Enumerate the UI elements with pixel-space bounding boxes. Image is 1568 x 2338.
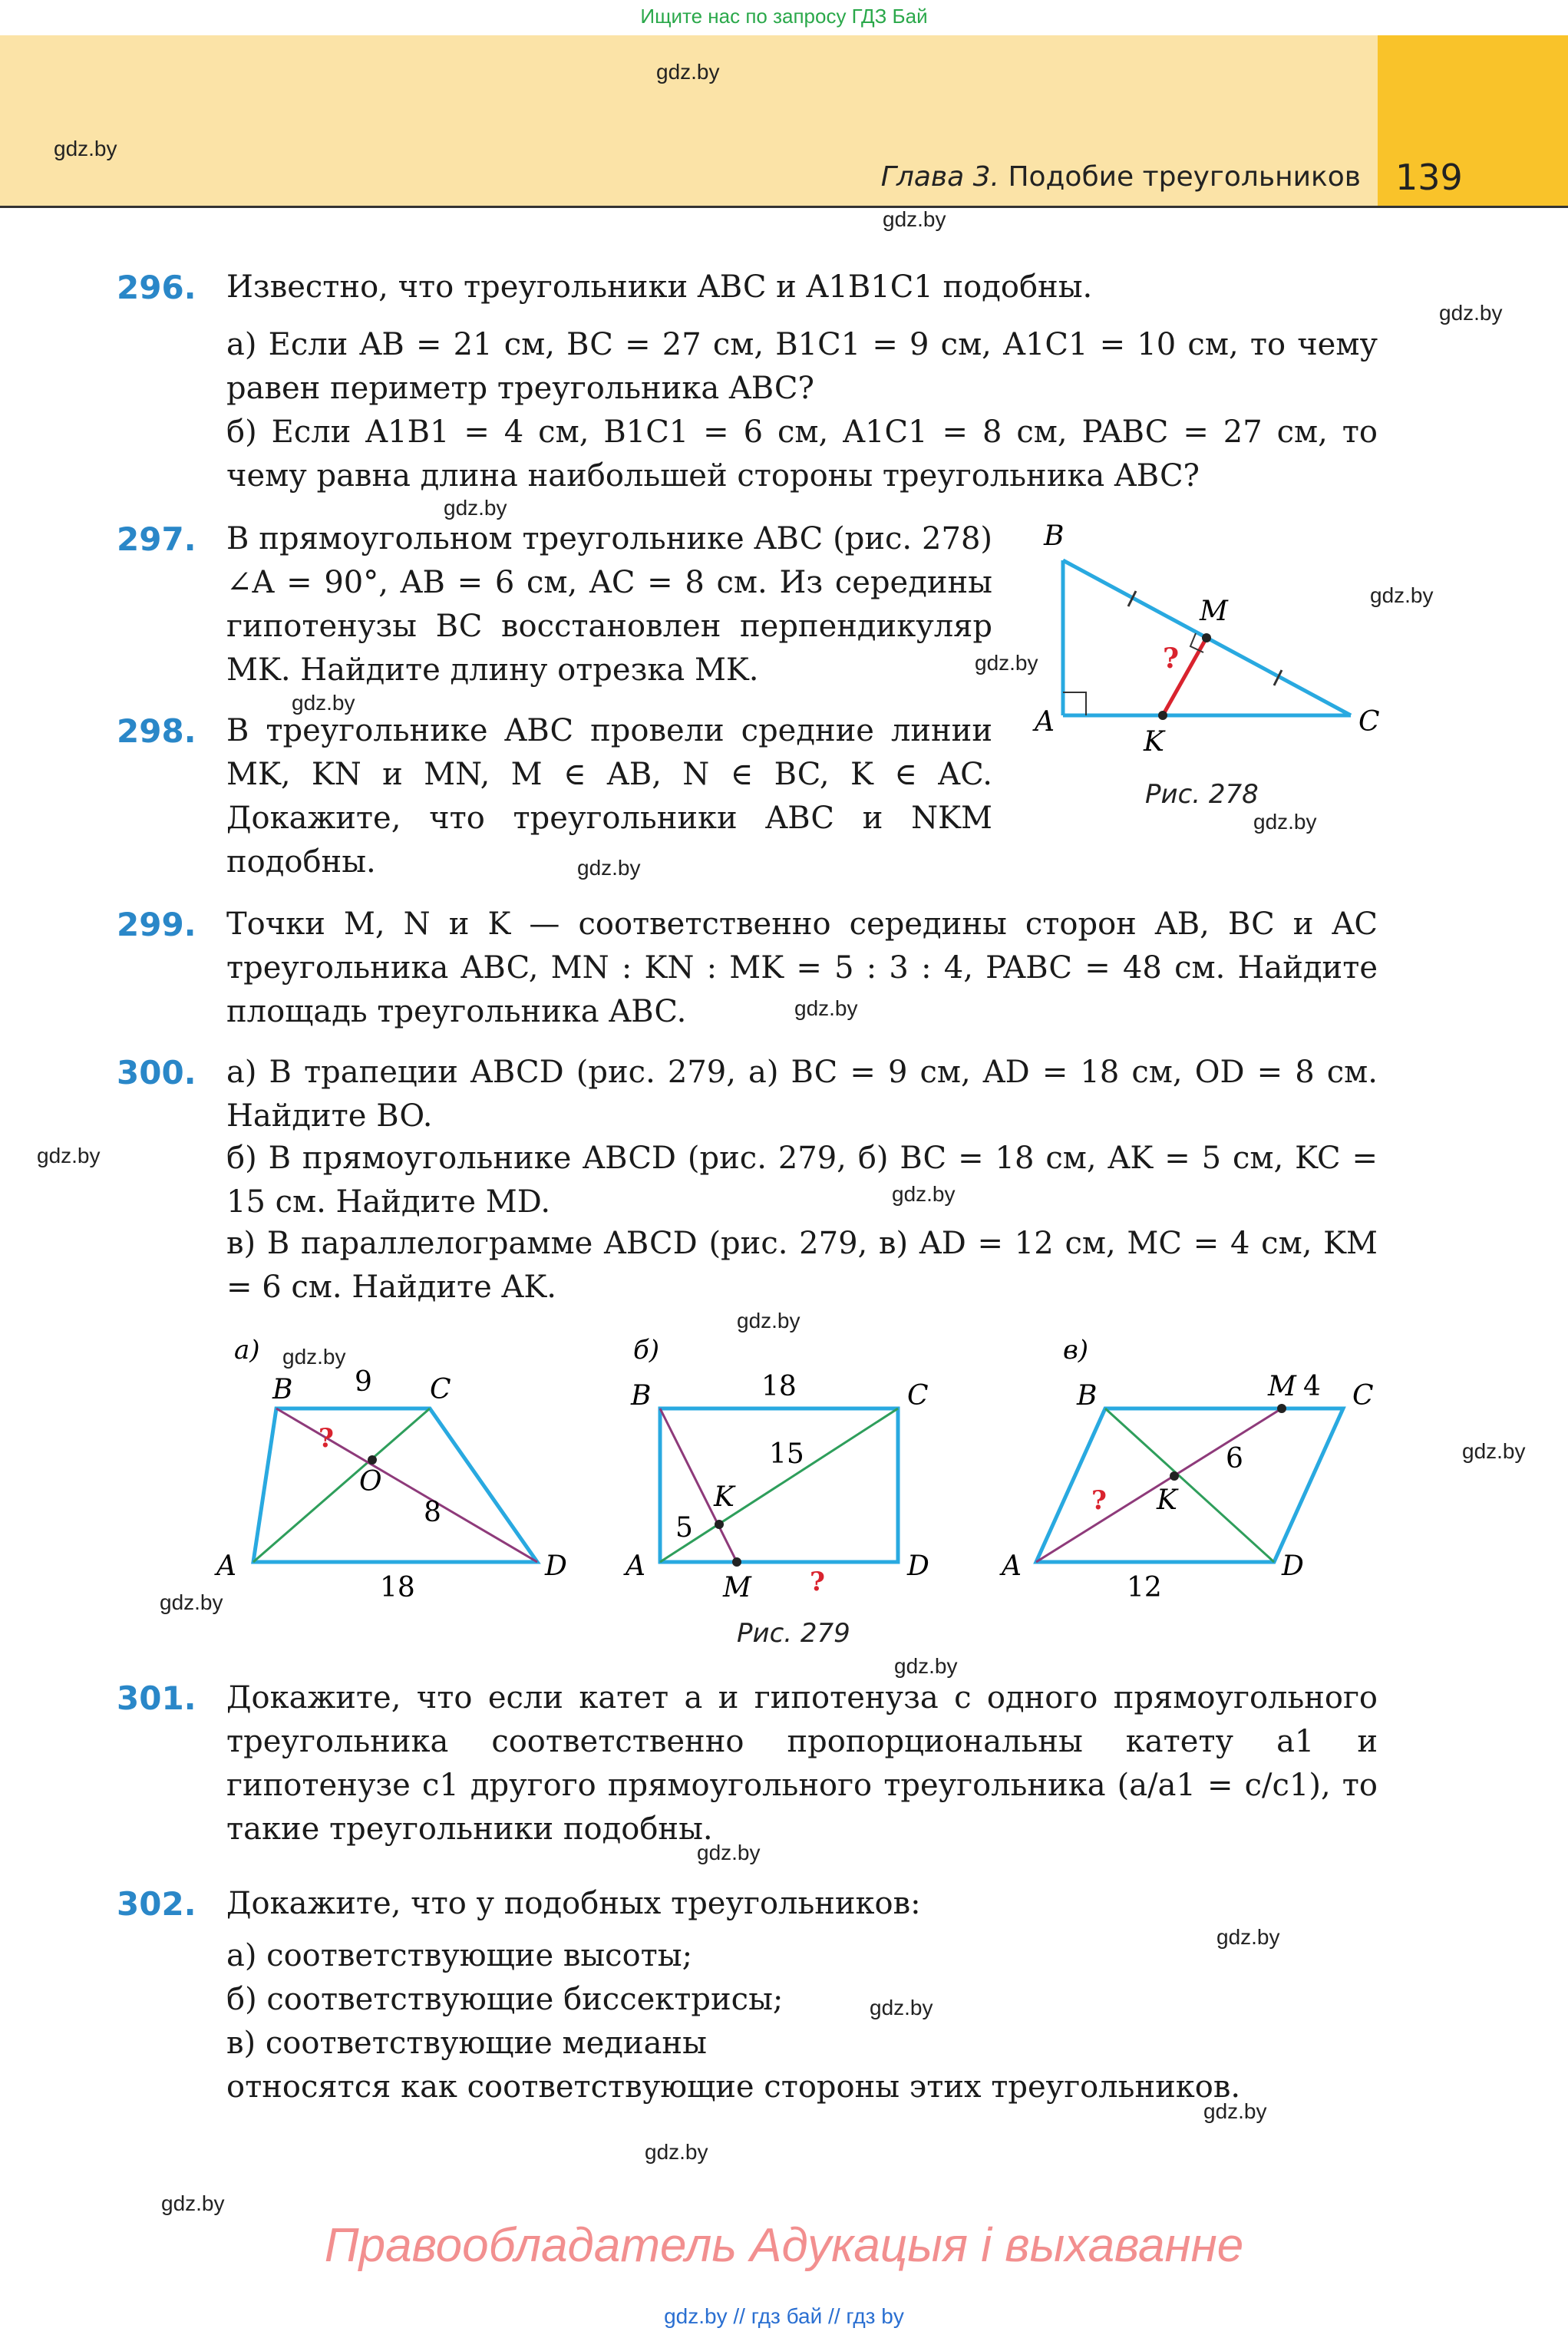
point-m: [1277, 1404, 1286, 1413]
watermark: gdz.by: [737, 1309, 801, 1332]
rights-holder: Правообладатель Адукацыя і выхаванне: [324, 2219, 1244, 2272]
footer-separator: //: [828, 2304, 840, 2328]
problem-number: 298.: [117, 712, 196, 750]
length-ak: 5: [675, 1512, 693, 1544]
figure-278-caption: Рис. 278: [1145, 779, 1259, 810]
length-ad: 12: [1127, 1572, 1162, 1603]
problem-296-intro: Известно, что треугольники ABC и A1B1C1 подобны.: [226, 269, 1093, 305]
watermark: gdz.by: [282, 1345, 346, 1369]
point-k: [1158, 711, 1167, 720]
figure-279: [184, 1328, 1428, 1627]
problem-number: 302.: [117, 1885, 196, 1923]
label-k: K: [714, 1481, 734, 1513]
problem-number: 299.: [117, 906, 196, 943]
label-m: M: [1268, 1371, 1296, 1402]
diagonal-ac: [660, 1408, 898, 1562]
figure-278: [1021, 514, 1405, 775]
tag-b: б): [633, 1335, 660, 1365]
problem-297-text: В прямоугольном треугольнике ABC (рис. 278) ∠A = 90°, AB = 6 см, AC = 8 см. Из середины гипотенузы BC восстановлен перпендикуляр MK. Найдите длину отрезка MK.: [226, 521, 992, 688]
right-angle-mark: [1063, 692, 1086, 715]
watermark: gdz.by: [292, 691, 355, 715]
watermark: gdz.by: [1203, 2099, 1267, 2123]
label-c: C: [907, 1380, 929, 1412]
page-number: 139: [1395, 157, 1463, 198]
diagonal-bd: [276, 1408, 537, 1562]
chapter-title: [881, 161, 1361, 193]
unknown-mark: ?: [1163, 642, 1180, 675]
point-m: [732, 1557, 741, 1567]
label-a: A: [1002, 1550, 1022, 1582]
label-d: D: [545, 1550, 567, 1582]
watermark: gdz.by: [54, 137, 117, 160]
watermark: gdz.by: [161, 2191, 225, 2215]
length-bc: 9: [355, 1366, 372, 1398]
problem-300-c: в) В параллелограмме ABCD (рис. 279, в) AD = 12 см, MC = 4 см, KM = 6 см. Найдите AK.: [226, 1226, 1378, 1305]
trapezoid: [253, 1408, 537, 1562]
watermark: gdz.by: [1462, 1439, 1526, 1463]
problem-number: 300.: [117, 1054, 196, 1091]
problem-296-a: а) Если AB = 21 см, BC = 27 см, B1C1 = 9 см, A1C1 = 10 см, то чему равен периметр треугольника ABC?: [226, 327, 1378, 406]
footer-links: [0, 2304, 1568, 2329]
chapter-number: Глава 3.: [880, 161, 999, 193]
figure-279-c: [999, 1335, 1374, 1603]
diagonal-ac: [253, 1408, 430, 1562]
problem-300-b: б) В прямоугольнике ABCD (рис. 279, б) BC = 18 см, AK = 5 см, KC = 15 см. Найдите MD.: [226, 1141, 1378, 1220]
point-k: [1170, 1471, 1179, 1481]
header-rule: [0, 206, 1568, 208]
label-m: M: [1200, 596, 1228, 627]
label-a: A: [216, 1550, 236, 1582]
watermark: gdz.by: [975, 651, 1038, 675]
point-o: [368, 1455, 377, 1465]
label-o: O: [359, 1466, 382, 1498]
label-c: C: [1358, 706, 1380, 738]
watermark: gdz.by: [892, 1182, 956, 1206]
label-b: B: [1044, 520, 1065, 552]
problem-302-a: а) соответствующие высоты;: [226, 1938, 693, 1973]
watermark: gdz.by: [444, 496, 507, 520]
footer-link[interactable]: gdz.by: [664, 2304, 728, 2328]
problem-301-text: Докажите, что если катет a и гипотенуза c одного прямоугольного треугольника соответственно пропорциональны катету a1 и гипотенузе c1 другого прямоугольного треугольника (a/a1 = c/c1), то такие треугольники подобны.: [226, 1680, 1378, 1847]
length-bc: 18: [761, 1371, 797, 1402]
length-kc: 15: [769, 1438, 804, 1470]
diagonal-bd: [1105, 1408, 1274, 1562]
watermark: gdz.by: [37, 1144, 101, 1167]
footer-separator: //: [733, 2304, 745, 2328]
point-m: [1202, 633, 1211, 642]
problem-number: 297.: [117, 520, 196, 558]
watermark: gdz.by: [1439, 301, 1503, 325]
watermark: gdz.by: [794, 996, 858, 1020]
figure-279-caption: Рис. 279: [737, 1618, 850, 1649]
tag-a: а): [234, 1335, 260, 1365]
length-ad: 18: [380, 1572, 415, 1603]
unknown-mark: ?: [1091, 1485, 1107, 1516]
length-mc: 4: [1303, 1371, 1321, 1402]
watermark: gdz.by: [697, 1841, 761, 1864]
label-d: D: [1282, 1550, 1304, 1582]
label-a: A: [626, 1550, 645, 1582]
watermark: gdz.by: [577, 856, 641, 880]
problem-299-text: Точки M, N и K — соответственно середины сторон AB, BC и AC треугольника ABC, MN : KN : MK = 5 : 3 : 4, PABC = 48 см. Найдите площадь треугольника ABC.: [226, 906, 1378, 1029]
problem-302-c: в) соответствующие медианы: [226, 2026, 707, 2061]
label-b: B: [272, 1374, 293, 1405]
watermark: gdz.by: [1370, 583, 1434, 607]
problem-302-intro: Докажите, что у подобных треугольников:: [226, 1886, 921, 1921]
problem-number: 301.: [117, 1679, 196, 1717]
problem-298-text: В треугольнике ABC провели средние линии MK, KN и MN, M ∈ AB, N ∈ BC, K ∈ AC. Докажите, что треугольники ABC и NKM подобны.: [226, 713, 992, 880]
unknown-mark: ?: [810, 1567, 825, 1597]
footer-link[interactable]: гдз by: [846, 2304, 904, 2328]
label-m: M: [723, 1572, 751, 1603]
figure-279-b: [623, 1335, 929, 1603]
label-c: C: [1352, 1380, 1374, 1412]
unknown-mark: ?: [319, 1423, 334, 1454]
footer-link[interactable]: гдз бай: [751, 2304, 823, 2328]
problem-number: 296.: [117, 269, 196, 306]
problem-302-b: б) соответствующие биссектрисы;: [226, 1982, 784, 2017]
problem-300-a: а) В трапеции ABCD (рис. 279, а) BC = 9 см, AD = 18 см, OD = 8 см. Найдите BO.: [226, 1055, 1378, 1134]
length-od: 8: [424, 1497, 441, 1528]
watermark: gdz.by: [1216, 1925, 1280, 1949]
label-a: A: [1035, 706, 1055, 738]
label-b: B: [631, 1380, 652, 1412]
problem-296-b: б) Если A1B1 = 4 см, B1C1 = 6 см, A1C1 = 8 см, PABC = 27 см, то чему равна длина наибольшей стороны треугольника ABC?: [226, 414, 1378, 494]
figure-279-a: [214, 1335, 567, 1603]
tag-c: в): [1063, 1335, 1089, 1365]
watermark: gdz.by: [894, 1654, 958, 1678]
watermark: gdz.by: [160, 1590, 223, 1614]
top-banner: Ищите нас по запросу ГДЗ Бай: [640, 5, 928, 28]
label-c: C: [430, 1374, 451, 1405]
label-k: K: [1157, 1484, 1177, 1516]
chapter-name: Подобие треугольников: [1008, 161, 1361, 193]
point-k: [715, 1520, 724, 1529]
watermark: gdz.by: [656, 60, 720, 84]
label-k: K: [1144, 726, 1164, 758]
watermark: gdz.by: [883, 207, 946, 231]
watermark: gdz.by: [645, 2140, 708, 2164]
watermark: gdz.by: [1253, 810, 1317, 834]
label-d: D: [907, 1550, 929, 1582]
label-b: B: [1077, 1380, 1098, 1412]
watermark: gdz.by: [870, 1996, 933, 2019]
length-km: 6: [1226, 1443, 1243, 1474]
problem-302-tail: относятся как соответствующие стороны этих треугольников.: [226, 2069, 1241, 2105]
